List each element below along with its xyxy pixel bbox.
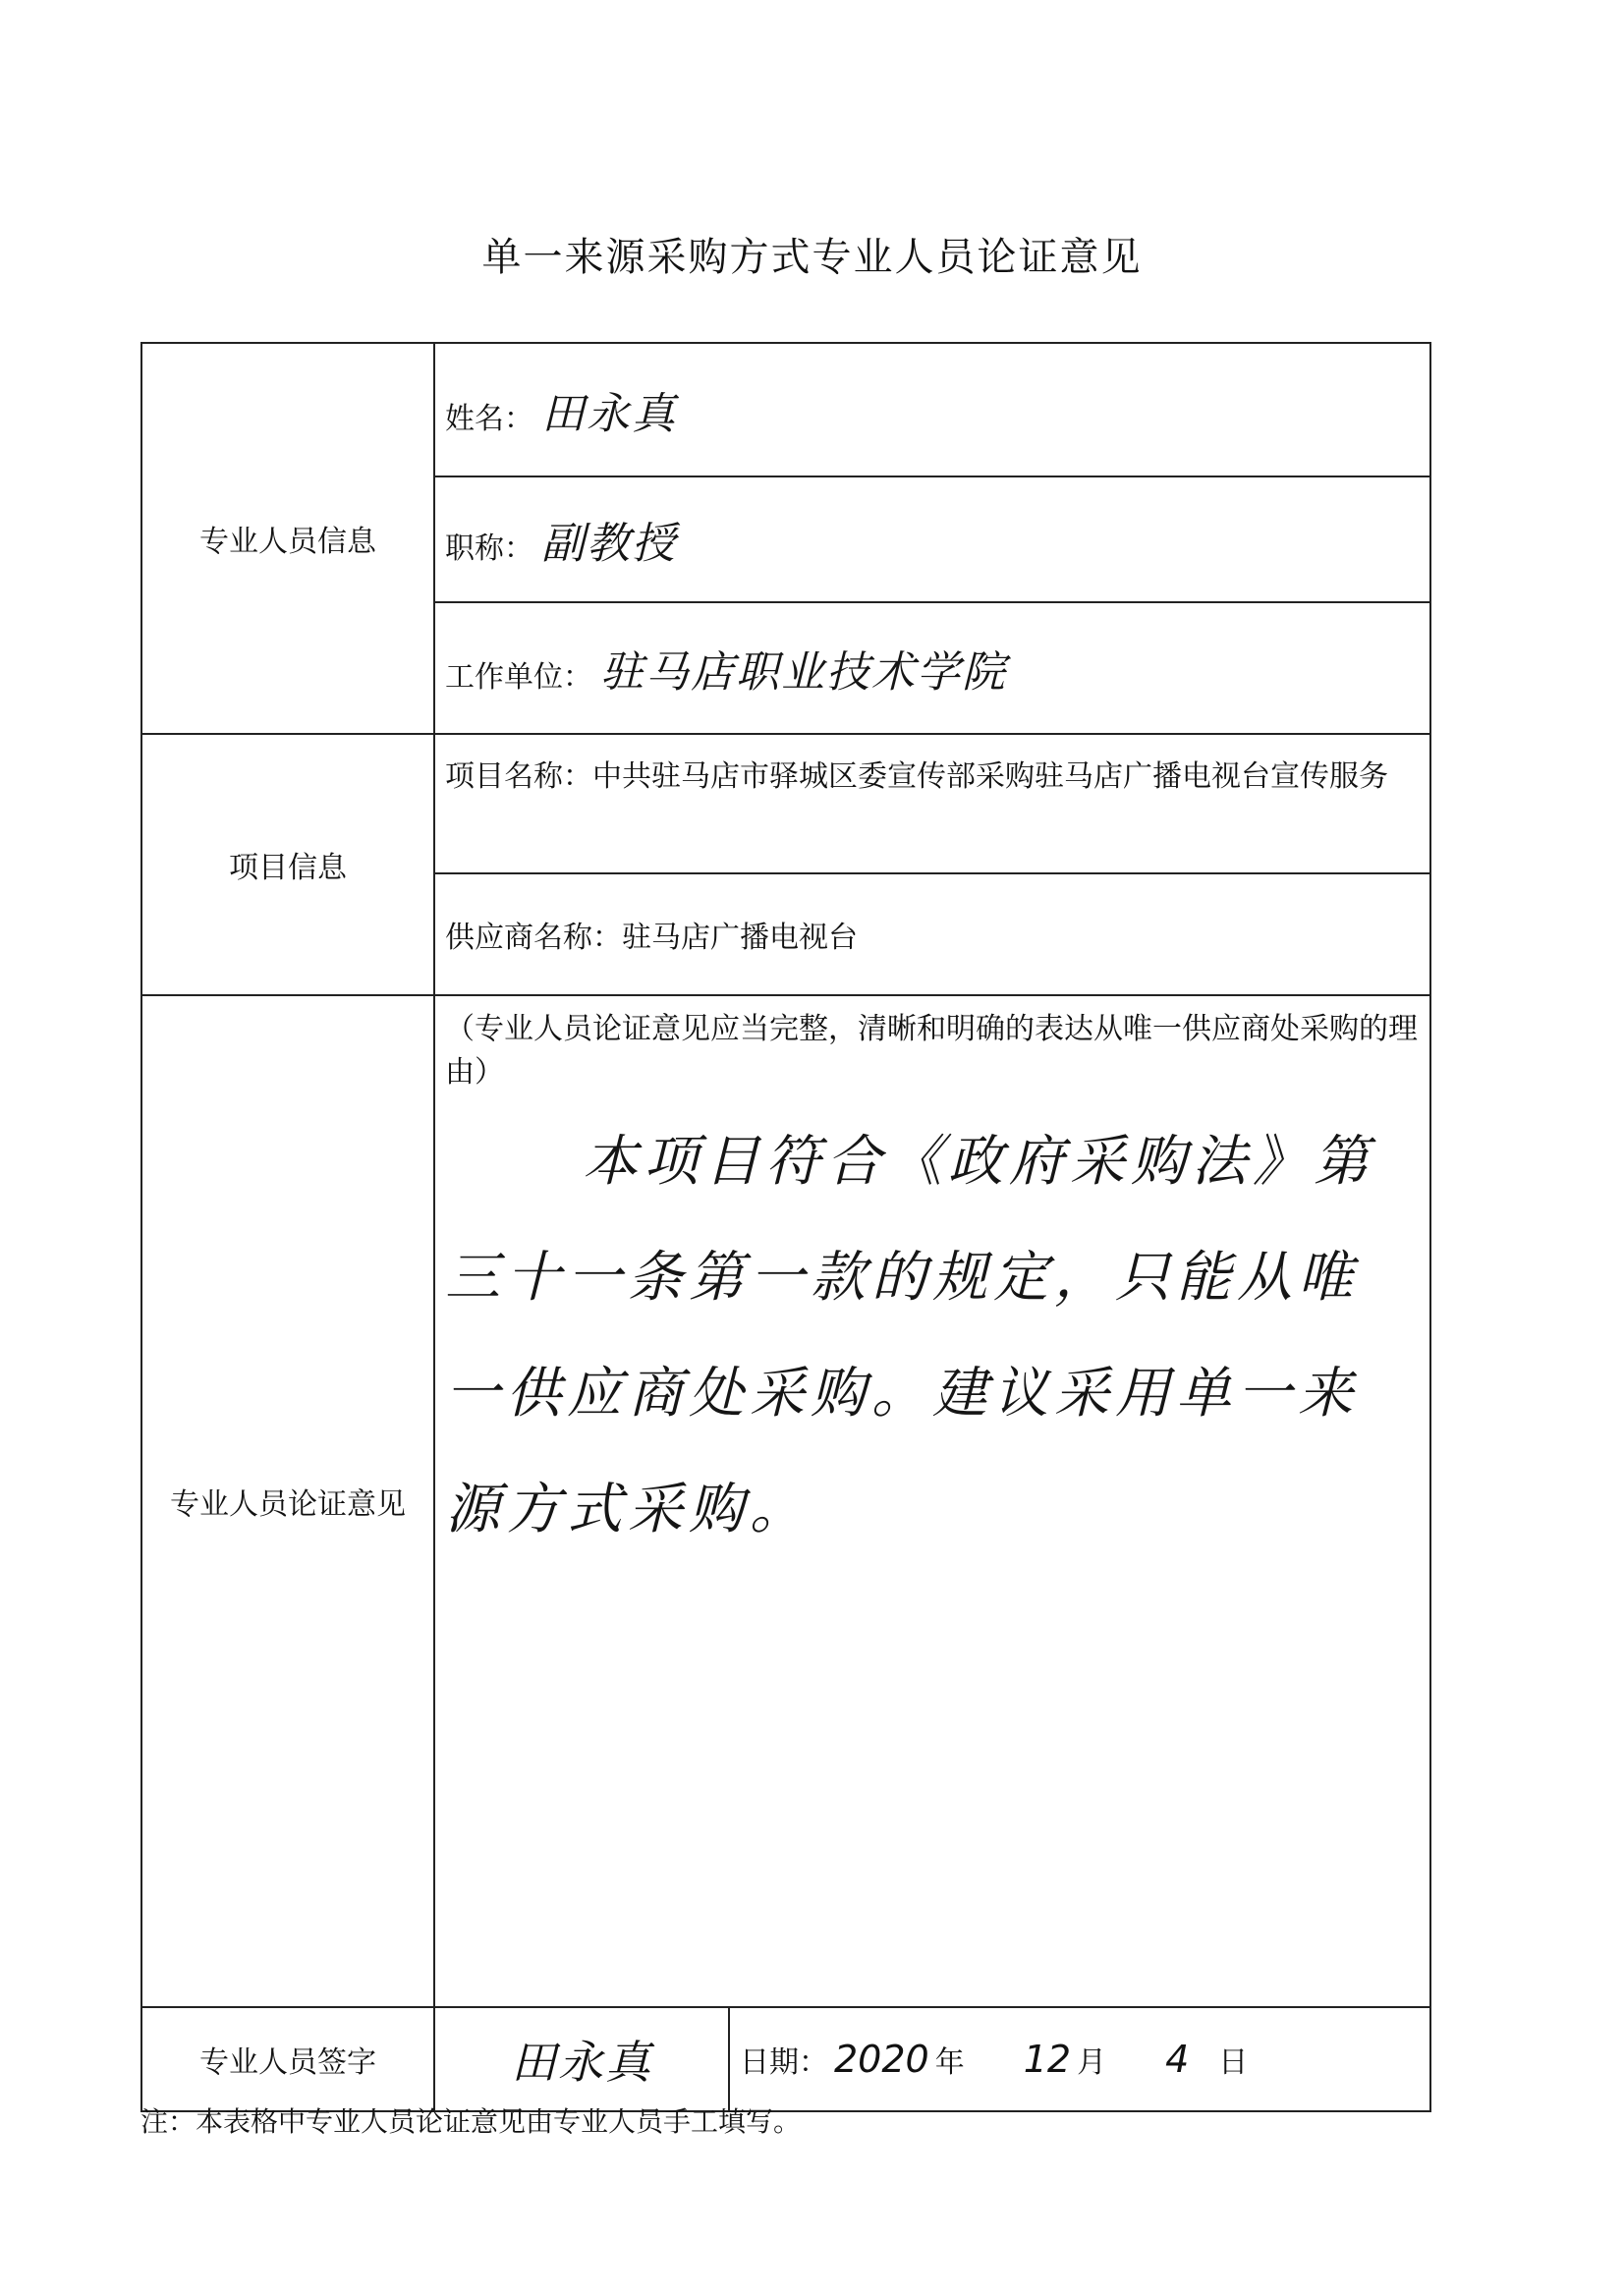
date-year-unit: 年 [934,2045,965,2080]
opinion-cell [434,995,1430,2007]
name-label: 姓名： [445,402,533,436]
org-row [434,602,1430,734]
personnel-info-label: 专业人员信息 [141,343,434,734]
footnote: 注：本表格中专业人员论证意见由专业人员手工填写。 [140,2105,802,2138]
date-day: 4 [1165,2038,1190,2081]
org-value: 驻马店职业技术学院 [600,647,1007,698]
date-month: 12 [1023,2038,1072,2081]
date-label: 日期： [740,2045,828,2080]
signature-cell [434,2007,729,2111]
evaluation-form [140,342,1431,2112]
supplier-name: 供应商名称：驻马店广播电视台 [434,873,1430,995]
opinion-text: 本项目符合《政府采购法》第三十一条第一款的规定，只能从唯一供应商处采购。建议采用单一来源方式采购。 [445,1130,1374,1541]
signature-label: 专业人员签字 [141,2007,434,2111]
org-label: 工作单位： [445,660,592,695]
opinion-hint: （专业人员论证意见应当完整，清晰和明确的表达从唯一供应商处采购的理由） [445,1012,1418,1090]
date-cell [729,2007,1430,2111]
date-month-unit: 月 [1077,2045,1107,2080]
title-label: 职称： [445,532,533,566]
page-title: 单一来源采购方式专业人员论证意见 [481,235,1143,280]
name-value: 田永真 [541,389,677,439]
opinion-label: 专业人员论证意见 [141,995,434,2007]
title-row [434,476,1430,602]
name-row [434,343,1430,476]
date-day-unit: 日 [1218,2045,1249,2080]
project-info-label: 项目信息 [141,734,434,995]
signature: 田永真 [511,2036,652,2089]
project-name: 项目名称：中共驻马店市驿城区委宣传部采购驻马店广播电视台宣传服务 [434,734,1430,873]
date-year: 2020 [834,2038,929,2081]
title-value: 副教授 [541,519,677,569]
